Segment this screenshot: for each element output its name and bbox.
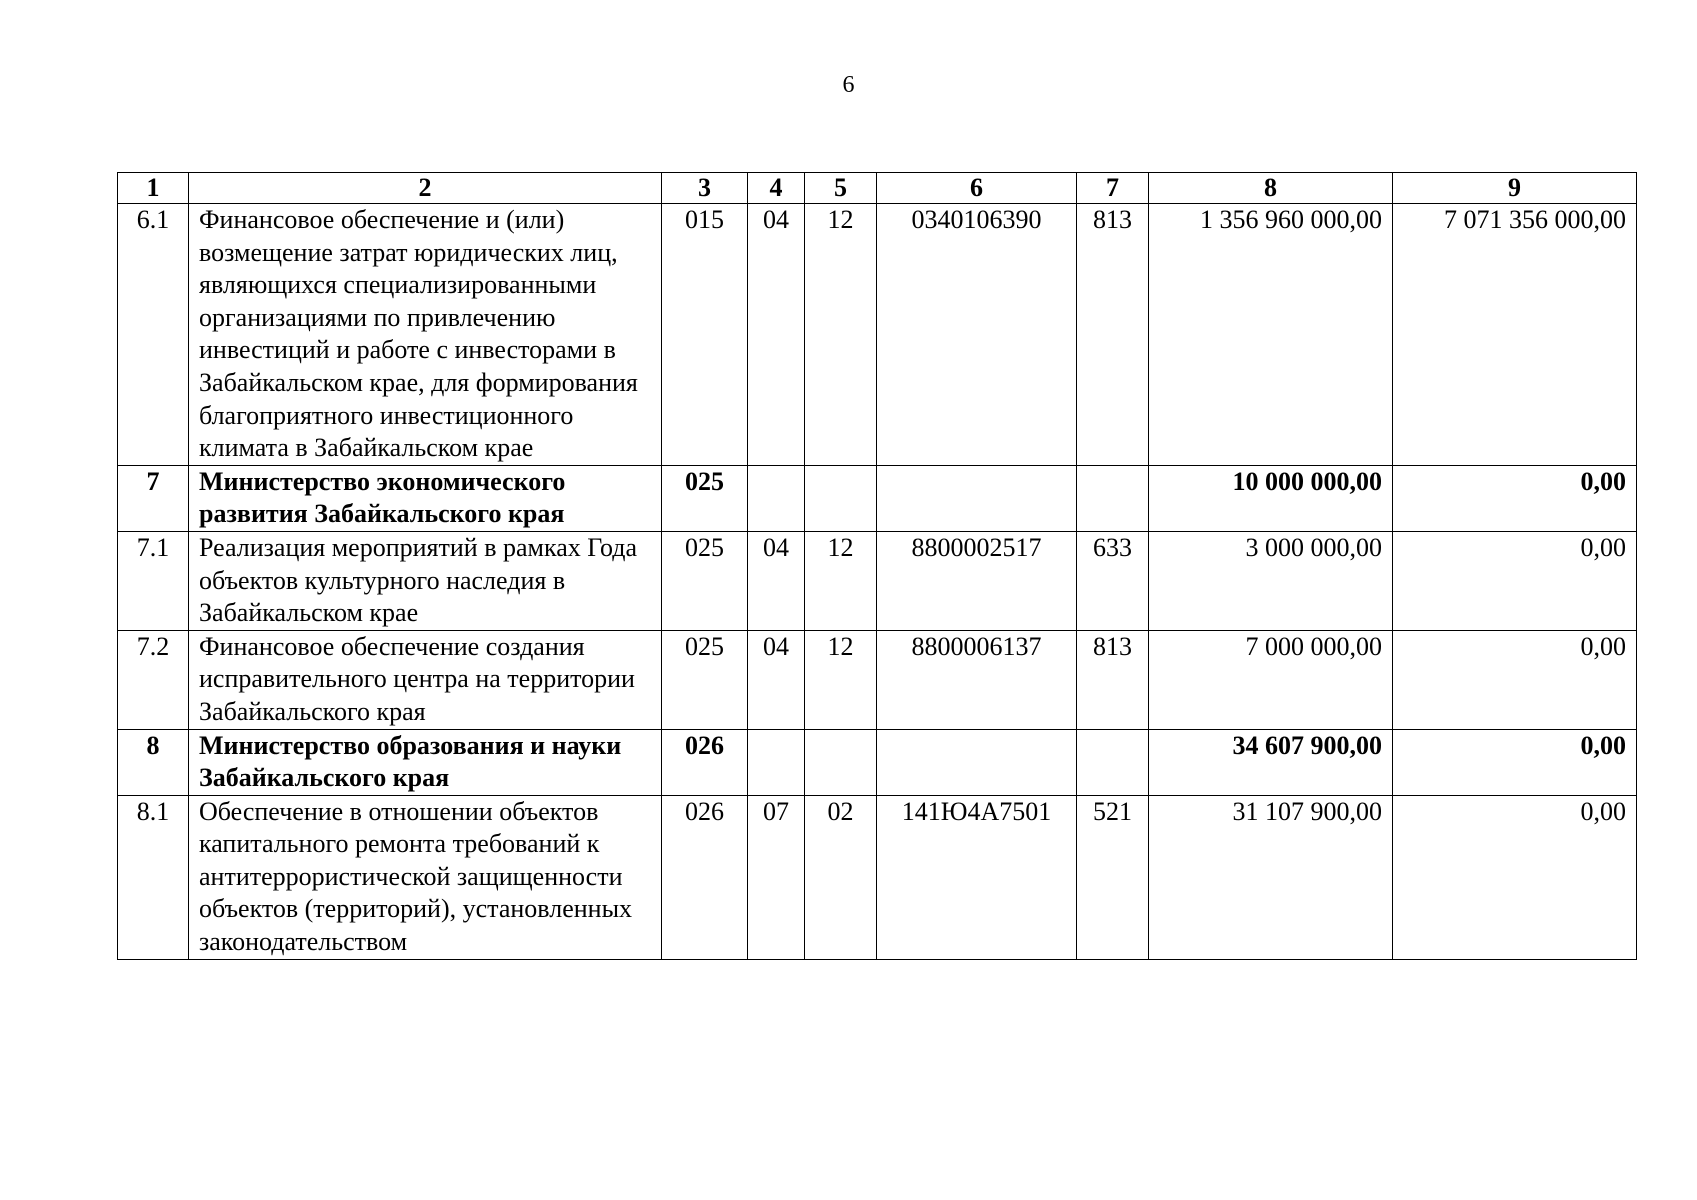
- cell-col5: [805, 729, 877, 795]
- row-number-cell: 7.2: [118, 630, 189, 729]
- cell-col4: 04: [748, 531, 805, 630]
- row-name-cell: Финансовое обеспечение создания исправительного центра на территории Забайкальского края: [189, 630, 662, 729]
- cell-col6: [877, 729, 1077, 795]
- row-number-cell: 8: [118, 729, 189, 795]
- cell-col4: [748, 465, 805, 531]
- cell-col8: 1 356 960 000,00: [1149, 204, 1393, 466]
- cell-col5: 12: [805, 630, 877, 729]
- cell-col7: 633: [1077, 531, 1149, 630]
- cell-col8: 31 107 900,00: [1149, 795, 1393, 959]
- row-number-cell: 7.1: [118, 531, 189, 630]
- cell-col7: 521: [1077, 795, 1149, 959]
- cell-col3: 025: [662, 630, 748, 729]
- header-cell: 5: [805, 173, 877, 204]
- cell-col3: 025: [662, 465, 748, 531]
- cell-col4: 04: [748, 630, 805, 729]
- cell-col8: 10 000 000,00: [1149, 465, 1393, 531]
- row-name-cell: Реализация мероприятий в рамках Года объектов культурного наследия в Забайкальском крае: [189, 531, 662, 630]
- cell-col6: 8800002517: [877, 531, 1077, 630]
- cell-col9: 7 071 356 000,00: [1393, 204, 1637, 466]
- header-cell: 8: [1149, 173, 1393, 204]
- cell-col3: 025: [662, 531, 748, 630]
- row-name-cell: Министерство экономического развития Забайкальского края: [189, 465, 662, 531]
- header-cell: 9: [1393, 173, 1637, 204]
- cell-col4: 04: [748, 204, 805, 466]
- row-name-cell: Финансовое обеспечение и (или) возмещение затрат юридических лиц, являющихся специализированными организациями по привлечению инвестиций и работе с инвесторами в Забайкальском крае, для формирования благоприятного инвестиционного климата в Забайкальском крае: [189, 204, 662, 466]
- cell-col7: 813: [1077, 204, 1149, 466]
- table-row: [118, 204, 1637, 466]
- table-row-section: [118, 729, 1637, 795]
- cell-col8: 34 607 900,00: [1149, 729, 1393, 795]
- cell-col5: 02: [805, 795, 877, 959]
- cell-col4: [748, 729, 805, 795]
- row-number-cell: 8.1: [118, 795, 189, 959]
- table-row-section: [118, 465, 1637, 531]
- cell-col6: 141Ю4А7501: [877, 795, 1077, 959]
- table-header-row: [118, 173, 1637, 204]
- cell-col9: 0,00: [1393, 729, 1637, 795]
- cell-col9: 0,00: [1393, 465, 1637, 531]
- cell-col3: 015: [662, 204, 748, 466]
- cell-col7: [1077, 729, 1149, 795]
- page-number: 6: [842, 72, 855, 98]
- header-cell: 2: [189, 173, 662, 204]
- cell-col5: 12: [805, 204, 877, 466]
- row-name-cell: Обеспечение в отношении объектов капитального ремонта требований к антитеррористической защищенности объектов (территорий), установленных законодательством: [189, 795, 662, 959]
- cell-col7: [1077, 465, 1149, 531]
- table-row: [118, 630, 1637, 729]
- cell-col6: 0340106390: [877, 204, 1077, 466]
- budget-table: [117, 172, 1637, 960]
- header-cell: 7: [1077, 173, 1149, 204]
- cell-col4: 07: [748, 795, 805, 959]
- row-number-cell: 7: [118, 465, 189, 531]
- row-name-cell: Министерство образования и науки Забайкальского края: [189, 729, 662, 795]
- cell-col5: 12: [805, 531, 877, 630]
- table-row: [118, 531, 1637, 630]
- cell-col5: [805, 465, 877, 531]
- cell-col9: 0,00: [1393, 630, 1637, 729]
- cell-col9: 0,00: [1393, 795, 1637, 959]
- header-cell: 6: [877, 173, 1077, 204]
- cell-col3: 026: [662, 795, 748, 959]
- cell-col8: 3 000 000,00: [1149, 531, 1393, 630]
- cell-col9: 0,00: [1393, 531, 1637, 630]
- header-cell: 4: [748, 173, 805, 204]
- cell-col6: [877, 465, 1077, 531]
- cell-col8: 7 000 000,00: [1149, 630, 1393, 729]
- header-cell: 1: [118, 173, 189, 204]
- cell-col6: 8800006137: [877, 630, 1077, 729]
- table-row: [118, 795, 1637, 959]
- row-number-cell: 6.1: [118, 204, 189, 466]
- header-cell: 3: [662, 173, 748, 204]
- cell-col7: 813: [1077, 630, 1149, 729]
- cell-col3: 026: [662, 729, 748, 795]
